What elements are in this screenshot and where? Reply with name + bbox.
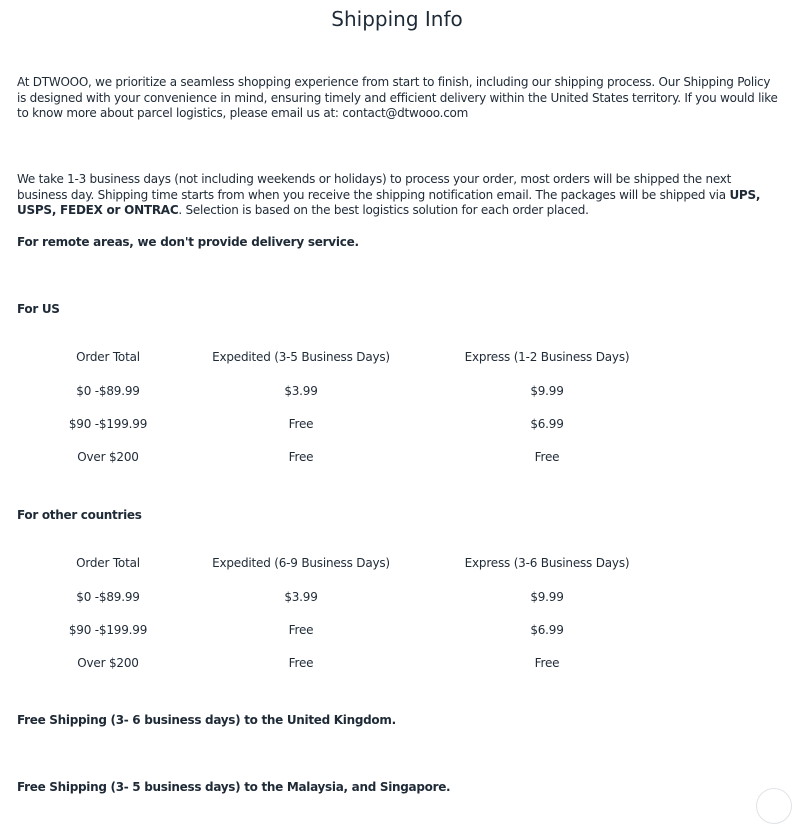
processing-paragraph <box>17 172 781 219</box>
table-header-cell: Expedited (3-5 Business Days) <box>212 350 390 364</box>
intro-paragraph: At DTWOOO, we prioritize a seamless shopping experience from start to finish, including our shipping process. Our Shipping Policy is designed with your convenience in mind, ensuring timely and efficient delivery within the United States territory. If you would like to know more about parcel logistics, please email us at: contact@dtwooo.com <box>17 75 778 120</box>
table-cell: Free <box>288 417 314 431</box>
table-cell: Free <box>534 450 560 464</box>
malaysia-singapore-shipping-note: Free Shipping (3- 5 business days) to the Malaysia, and Singapore. <box>17 780 451 794</box>
table-cell: Over $200 <box>77 450 139 464</box>
table-cell: Free <box>534 656 560 670</box>
table-cell: $9.99 <box>530 590 564 604</box>
remote-areas-note: For remote areas, we don't provide delivery service. <box>17 235 359 249</box>
table-cell: Free <box>288 656 314 670</box>
processing-text-1: We take 1-3 business days (not including weekends or holidays) to process your order, most orders will be shipped the next business day. Shipping time starts from when you receive the shipping notification email. The packages will be shipped via <box>17 172 732 202</box>
table-cell: $9.99 <box>530 384 564 398</box>
table-cell: $90 -$199.99 <box>68 623 148 637</box>
table-header-cell: Order Total <box>76 350 140 364</box>
table-cell: Free <box>288 450 314 464</box>
us-section-heading: For US <box>17 302 60 316</box>
table-cell: Free <box>288 623 314 637</box>
table-cell: $0 -$89.99 <box>76 384 140 398</box>
table-cell: Over $200 <box>77 656 139 670</box>
intl-section-heading: For other countries <box>17 508 142 522</box>
page-title: Shipping Info <box>331 7 463 31</box>
table-cell: $90 -$199.99 <box>68 417 148 431</box>
table-cell: $3.99 <box>284 384 318 398</box>
uk-shipping-note: Free Shipping (3- 6 business days) to the United Kingdom. <box>17 713 396 727</box>
table-cell: $6.99 <box>530 417 564 431</box>
table-header-cell: Expedited (6-9 Business Days) <box>212 556 390 570</box>
scroll-to-top-button[interactable] <box>756 788 792 824</box>
table-cell: $0 -$89.99 <box>76 590 140 604</box>
table-header-cell: Express (1-2 Business Days) <box>464 350 630 364</box>
table-header-cell: Express (3-6 Business Days) <box>464 556 630 570</box>
table-cell: $6.99 <box>530 623 564 637</box>
processing-text-2: . Selection is based on the best logistics solution for each order placed. <box>178 203 589 217</box>
table-header-cell: Order Total <box>76 556 140 570</box>
table-cell: $3.99 <box>284 590 318 604</box>
carriers-text: UPS, USPS, FEDEX or ONTRAC <box>17 187 761 217</box>
